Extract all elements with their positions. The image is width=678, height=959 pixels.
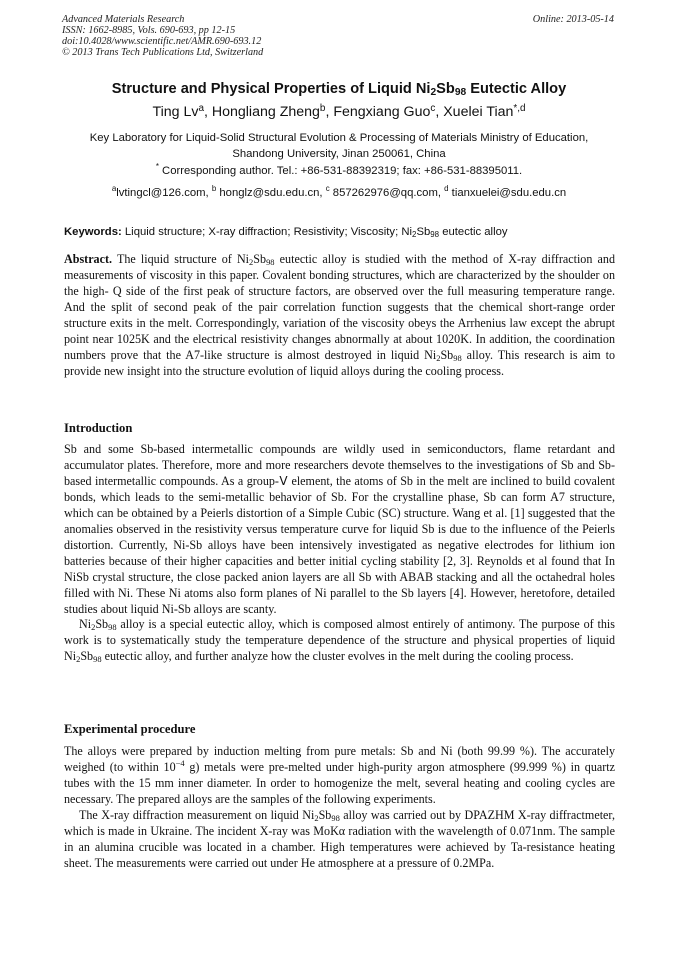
- journal-header: [62, 14, 263, 58]
- author-list: Ting Lv$^a$, Hongliang Zheng$^b$, Fengxiang Guo$^c$, Xuelei Tian$^{*,d}$: [152, 103, 526, 120]
- author: Hongliang Zheng$^b$: [211, 103, 326, 120]
- corresponding-author: * Corresponding author. Tel.: +86-531-88392319; fax: +86-531-88395011.: [155, 162, 523, 177]
- online-date: Online: 2013-05-14: [532, 14, 614, 25]
- abstract-label: Abstract.: [64, 252, 113, 266]
- section-heading-experimental: Experimental procedure: [64, 722, 196, 736]
- paragraph: The alloys were prepared by induction melting from pure metals: Sb and Ni (both 99.99 %). The accurately weighed (to within $10^{-4}$ g) metals were pre-melted under high-purity argon atmosphere (99.999 %) in quartz tubes with the 15 mm inner diameter. In order to homogenize the melt, several heating and cooling cycles are necessary. The prepared alloys are the samples of the following experiments.: [64, 744, 616, 806]
- paragraph: The X-ray diffraction measurement on liquid $Ni_2Sb_{98}$ alloy was carried out by DPAZHM X-ray diffractmeter, which is made in Ukraine. The incident X-ray was MoKα radiation with the wavelength of 0.071nm. The sample in an alumina crucible was located in a chamber. High temperatures were achieved by Ta-resistance heating sheet. The measurements were carried out under He atmosphere at a pressure of 0.2MPa.: [64, 807, 615, 870]
- journal-doi[interactable]: doi:10.4028/www.scientific.net/AMR.690-693.12: [62, 36, 262, 47]
- email-link[interactable]: honglz@sdu.edu.cn,: [216, 187, 326, 199]
- section-heading-introduction: Introduction: [64, 421, 133, 435]
- keywords: Keywords: Liquid structure; X-ray diffraction; Resistivity; Viscosity; $Ni_2Sb_{98}$ eutectic alloy: [64, 226, 508, 239]
- abstract: Abstract. The liquid structure of $Ni_2Sb_{98}$ eutectic alloy is studied with the method of X-ray diffraction and measurements of viscosity in this paper. Covalent bonding structures, which are characterized by the shoulder on the high- Q side of the first peak of structure factors, are observed over the full measuring temperature range. And the split of second peak of the pair correlation function suggests that the chemical short-range order structure exits in the melt. Correspondingly, variation of the viscosity obeys the Arrhenius law except the abrupt point near 1025K and the electrical resistivity changes abnormally at about 1020K. In addition, the coordination numbers prove that the A7-like structure is almost destroyed in liquid $Ni_2Sb_{98}$ alloy. This research is aim to provide new insight into the structure evolution of liquid alloys during the cooling process.: [64, 252, 616, 378]
- paper-title: Structure and Physical Properties of Liquid $Ni_2Sb_{98}$ Eutectic Alloy: [111, 81, 567, 98]
- keywords-label: Keywords:: [64, 226, 122, 238]
- paragraph: Sb and some Sb-based intermetallic compounds are wildly used in semiconductors, flame retardant and accumulator plates. Therefore, more and more researchers devote themselves to the investigations of Sb and Sb-based intermetallic compounds. As a group-Ⅴ element, the atoms of Sb in the melt are inclined to build covalent bonds, which leads to the semi-metallic behavior of Sb. For the crystalline phase, Sb can form A7 structure, which can be obtained by a Peierls distortion of a Simple Cubic (SC) structure. Wang et al. [1] suggested that the anomalies observed in the resistivity versus temperature curve for liquid Sb is due to the influence of the Peierls distortion. Currently, Ni-Sb alloys have been intensively investigated as negative electrodes for lithium ion batteries because of their higher capacities and better initial cycling stability [2, 3]. Reynolds et al found that In NiSb crystal structure, the close packed anion layers are all Sb with ABAB stacking and all the octahedral holes filled with Ni. These Ni atoms also form planes of Ni parallel to the Sb layers [4]. However, heretofore, detailed studies about liquid Ni-Sb alloys are scanty.: [64, 442, 615, 616]
- journal-name: Advanced Materials Research: [62, 14, 185, 25]
- journal-copyright: © 2013 Trans Tech Publications Ltd, Switzerland: [62, 47, 264, 58]
- email-link[interactable]: 857262976@qq.com,: [329, 187, 445, 199]
- author: Fengxiang Guo$^c$: [333, 103, 436, 120]
- email-link[interactable]: lvtingcl@126.com,: [116, 187, 212, 199]
- affiliation: Key Laboratory for Liquid-Solid Structural Evolution & Processing of Materials Ministry of Education, Shandong University, Jinan 250061, China: [89, 132, 589, 160]
- paragraph: $Ni_2Sb_{98}$ alloy is a special eutectic alloy, which is composed almost entirely of antimony. The purpose of this work is to systematically study the temperature dependence of the structure and physical properties of liquid $Ni_2Sb_{98}$ eutectic alloy, and further analyze how the cluster evolves in the melt during the cooling process.: [64, 617, 615, 665]
- email-link[interactable]: tianxuelei@sdu.edu.cn: [448, 187, 567, 199]
- experimental-body: [64, 744, 615, 872]
- introduction-body: [64, 442, 615, 665]
- journal-issn: ISSN: 1662-8985, Vols. 690-693, pp 12-15: [62, 25, 236, 36]
- author: Ting Lv$^a$: [152, 103, 204, 120]
- author-emails: $^a$lvtingcl@126.com, $^b$ honglz@sdu.edu.cn, $^c$ 857262976@qq.com, $^d$ tianxuelei@sdu.edu.cn: [111, 184, 567, 199]
- author: Xuelei Tian$^{*,d}$: [443, 103, 526, 120]
